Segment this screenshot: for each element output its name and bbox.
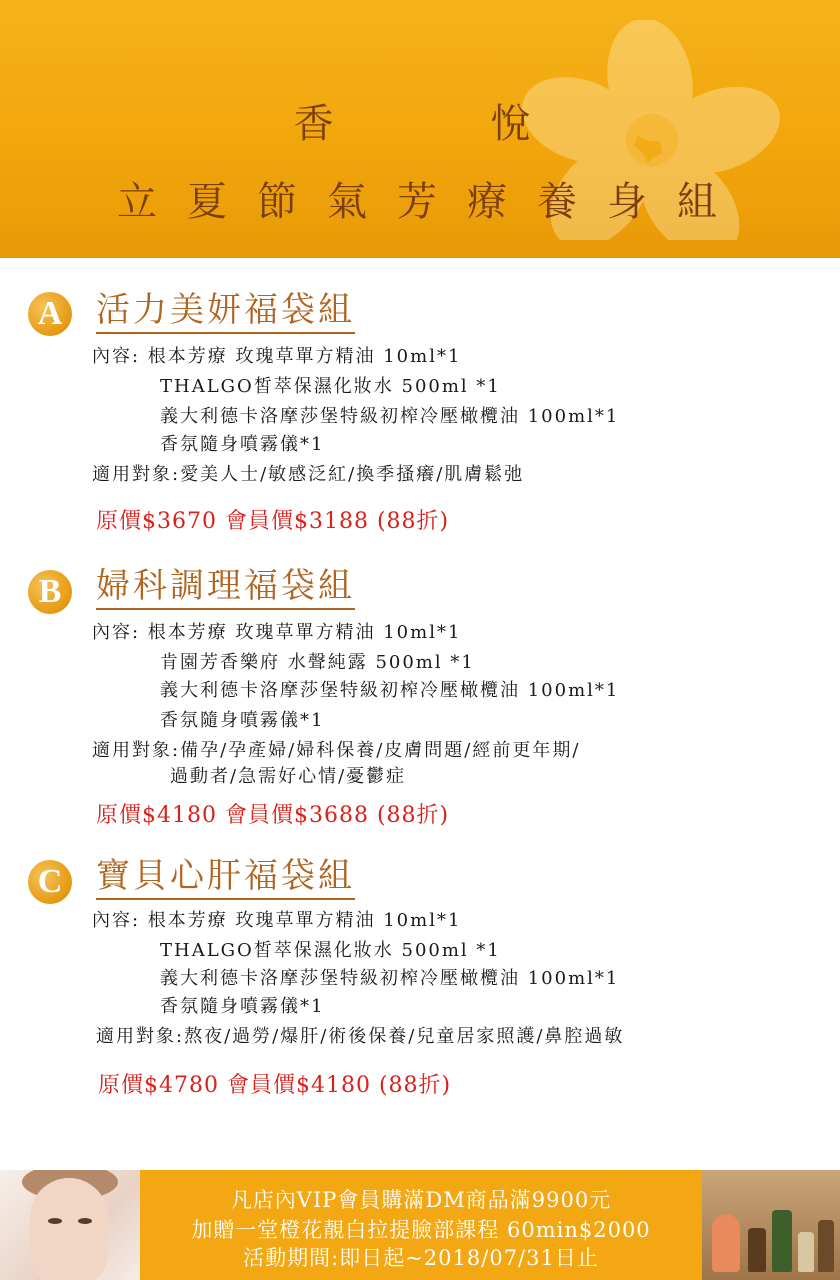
eye-shape <box>48 1218 62 1224</box>
section-c-content-line: 香氛隨身噴霧儀*1 <box>160 996 325 1017</box>
salt-lamp-shape <box>712 1214 740 1272</box>
header-banner <box>0 0 840 258</box>
section-b-price: 原價$4180 會員價$3688 (88折) <box>96 803 450 828</box>
bottle-shape <box>818 1220 834 1272</box>
bottle-shape <box>748 1228 766 1272</box>
section-c-badge: C <box>28 860 72 904</box>
section-a-title: 活力美妍福袋組 <box>96 290 355 334</box>
section-b-content-line: 香氛隨身噴霧儀*1 <box>160 710 325 731</box>
aroma-products-image <box>702 1170 840 1280</box>
bottle-shape <box>772 1210 792 1272</box>
section-b-badge: B <box>28 570 72 614</box>
section-b-content-line: 肯園芳香樂府 水聲純露 500ml *1 <box>160 652 475 673</box>
section-a-price: 原價$3670 會員價$3188 (88折) <box>96 509 450 534</box>
section-c-title: 寶貝心肝福袋組 <box>96 856 355 900</box>
section-b-content-line: 內容: 根本芳療 玫瑰草單方精油 10ml*1 <box>92 622 462 643</box>
footer-promo <box>0 1170 840 1280</box>
page-title: 立夏節氣芳療養身組 <box>117 179 747 225</box>
footer-line-3: 活動期間:即日起~2018/07/31日止 <box>243 1246 599 1270</box>
model-face-image <box>0 1170 140 1280</box>
section-c-price: 原價$4780 會員價$4180 (88折) <box>98 1073 452 1098</box>
section-a-content-line: 內容: 根本芳療 玫瑰草單方精油 10ml*1 <box>92 346 462 367</box>
section-b-target: 適用對象:備孕/孕產婦/婦科保養/皮膚問題/經前更年期/ <box>92 740 581 761</box>
eye-shape <box>78 1218 92 1224</box>
section-c-content-line: THALGO皙萃保濕化妝水 500ml *1 <box>160 940 501 961</box>
section-a-badge: A <box>28 292 72 336</box>
section-a-content-line: THALGO皙萃保濕化妝水 500ml *1 <box>160 376 501 397</box>
footer-line-2: 加贈一堂橙花靚白拉提臉部課程 60min$2000 <box>191 1218 651 1242</box>
section-c-target: 適用對象:熬夜/過勞/爆肝/術後保養/兒童居家照護/鼻腔過敏 <box>96 1026 625 1047</box>
footer-line-1: 凡店內VIP會員購滿DM商品滿9900元 <box>230 1188 612 1212</box>
section-b-target: 過動者/急需好心情/憂鬱症 <box>170 766 407 787</box>
section-b-title: 婦科調理福袋組 <box>96 566 355 610</box>
section-a-content-line: 香氛隨身噴霧儀*1 <box>160 434 325 455</box>
face-shape <box>30 1178 108 1280</box>
section-c-content-line: 內容: 根本芳療 玫瑰草單方精油 10ml*1 <box>92 910 462 931</box>
section-a-content-line: 義大利德卡洛摩莎堡特級初榨冷壓橄欖油 100ml*1 <box>160 406 620 427</box>
section-a-target: 適用對象:愛美人士/敏感泛紅/換季搔癢/肌膚鬆弛 <box>92 464 525 485</box>
section-c-content-line: 義大利德卡洛摩莎堡特級初榨冷壓橄欖油 100ml*1 <box>160 968 620 989</box>
brand-name: 香 悅 <box>293 101 603 147</box>
section-b-content-line: 義大利德卡洛摩莎堡特級初榨冷壓橄欖油 100ml*1 <box>160 680 620 701</box>
bottle-shape <box>798 1232 814 1272</box>
